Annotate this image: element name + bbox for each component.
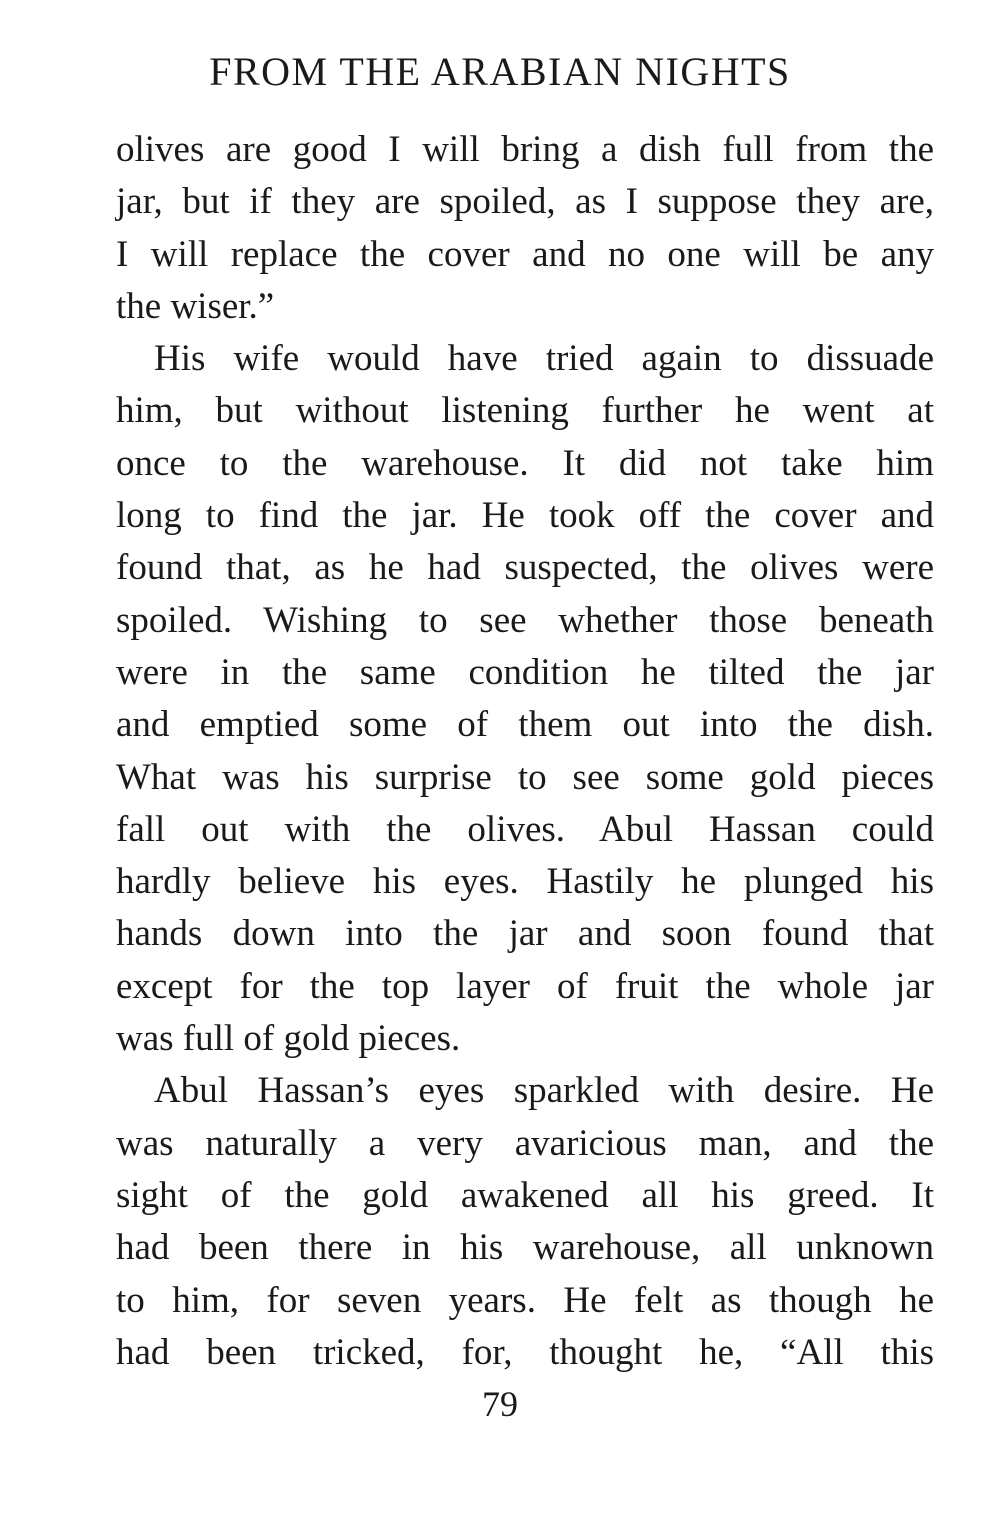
running-head: FROM THE ARABIAN NIGHTS: [209, 49, 791, 94]
text-line: him, but without listening further he went at: [116, 390, 934, 432]
text-line: were in the same condition he tilted the jar: [116, 651, 934, 693]
text-line: had been tricked, for, thought he, “All this: [116, 1331, 934, 1373]
text-line: jar, but if they are spoiled, as I suppose they are,: [116, 181, 934, 223]
text-line: the wiser.”: [116, 285, 275, 327]
text-line: long to find the jar. He took off the cover and: [116, 495, 934, 537]
text-line: had been there in his warehouse, all unknown: [116, 1227, 934, 1269]
text-line: once to the warehouse. It did not take him: [116, 442, 934, 484]
text-line: except for the top layer of fruit the whole jar: [116, 965, 934, 1007]
text-line: was naturally a very avaricious man, and the: [116, 1122, 934, 1164]
text-line: olives are good I will bring a dish full from the: [116, 129, 934, 170]
text-line: hardly believe his eyes. Hastily he plunged his: [116, 861, 934, 903]
text-line: found that, as he had suspected, the olives were: [116, 547, 934, 589]
text-line: was full of gold pieces.: [116, 1018, 461, 1060]
text-line: hands down into the jar and soon found that: [116, 913, 934, 955]
paragraph-first-line: Abul Hassan’s eyes sparkled with desire. He: [154, 1070, 934, 1112]
paragraph-first-line: His wife would have tried again to dissuade: [154, 338, 934, 380]
body-text: [116, 124, 934, 1379]
text-line: I will replace the cover and no one will be any: [116, 233, 934, 275]
text-line: sight of the gold awakened all his greed. It: [116, 1174, 934, 1216]
text-line: and emptied some of them out into the dish.: [116, 704, 934, 746]
text-line: fall out with the olives. Abul Hassan could: [116, 808, 934, 850]
page-number: 79: [482, 1384, 518, 1424]
text-line: What was his surprise to see some gold pieces: [116, 756, 934, 798]
text-line: spoiled. Wishing to see whether those beneath: [116, 599, 934, 641]
text-line: to him, for seven years. He felt as though he: [116, 1279, 934, 1321]
